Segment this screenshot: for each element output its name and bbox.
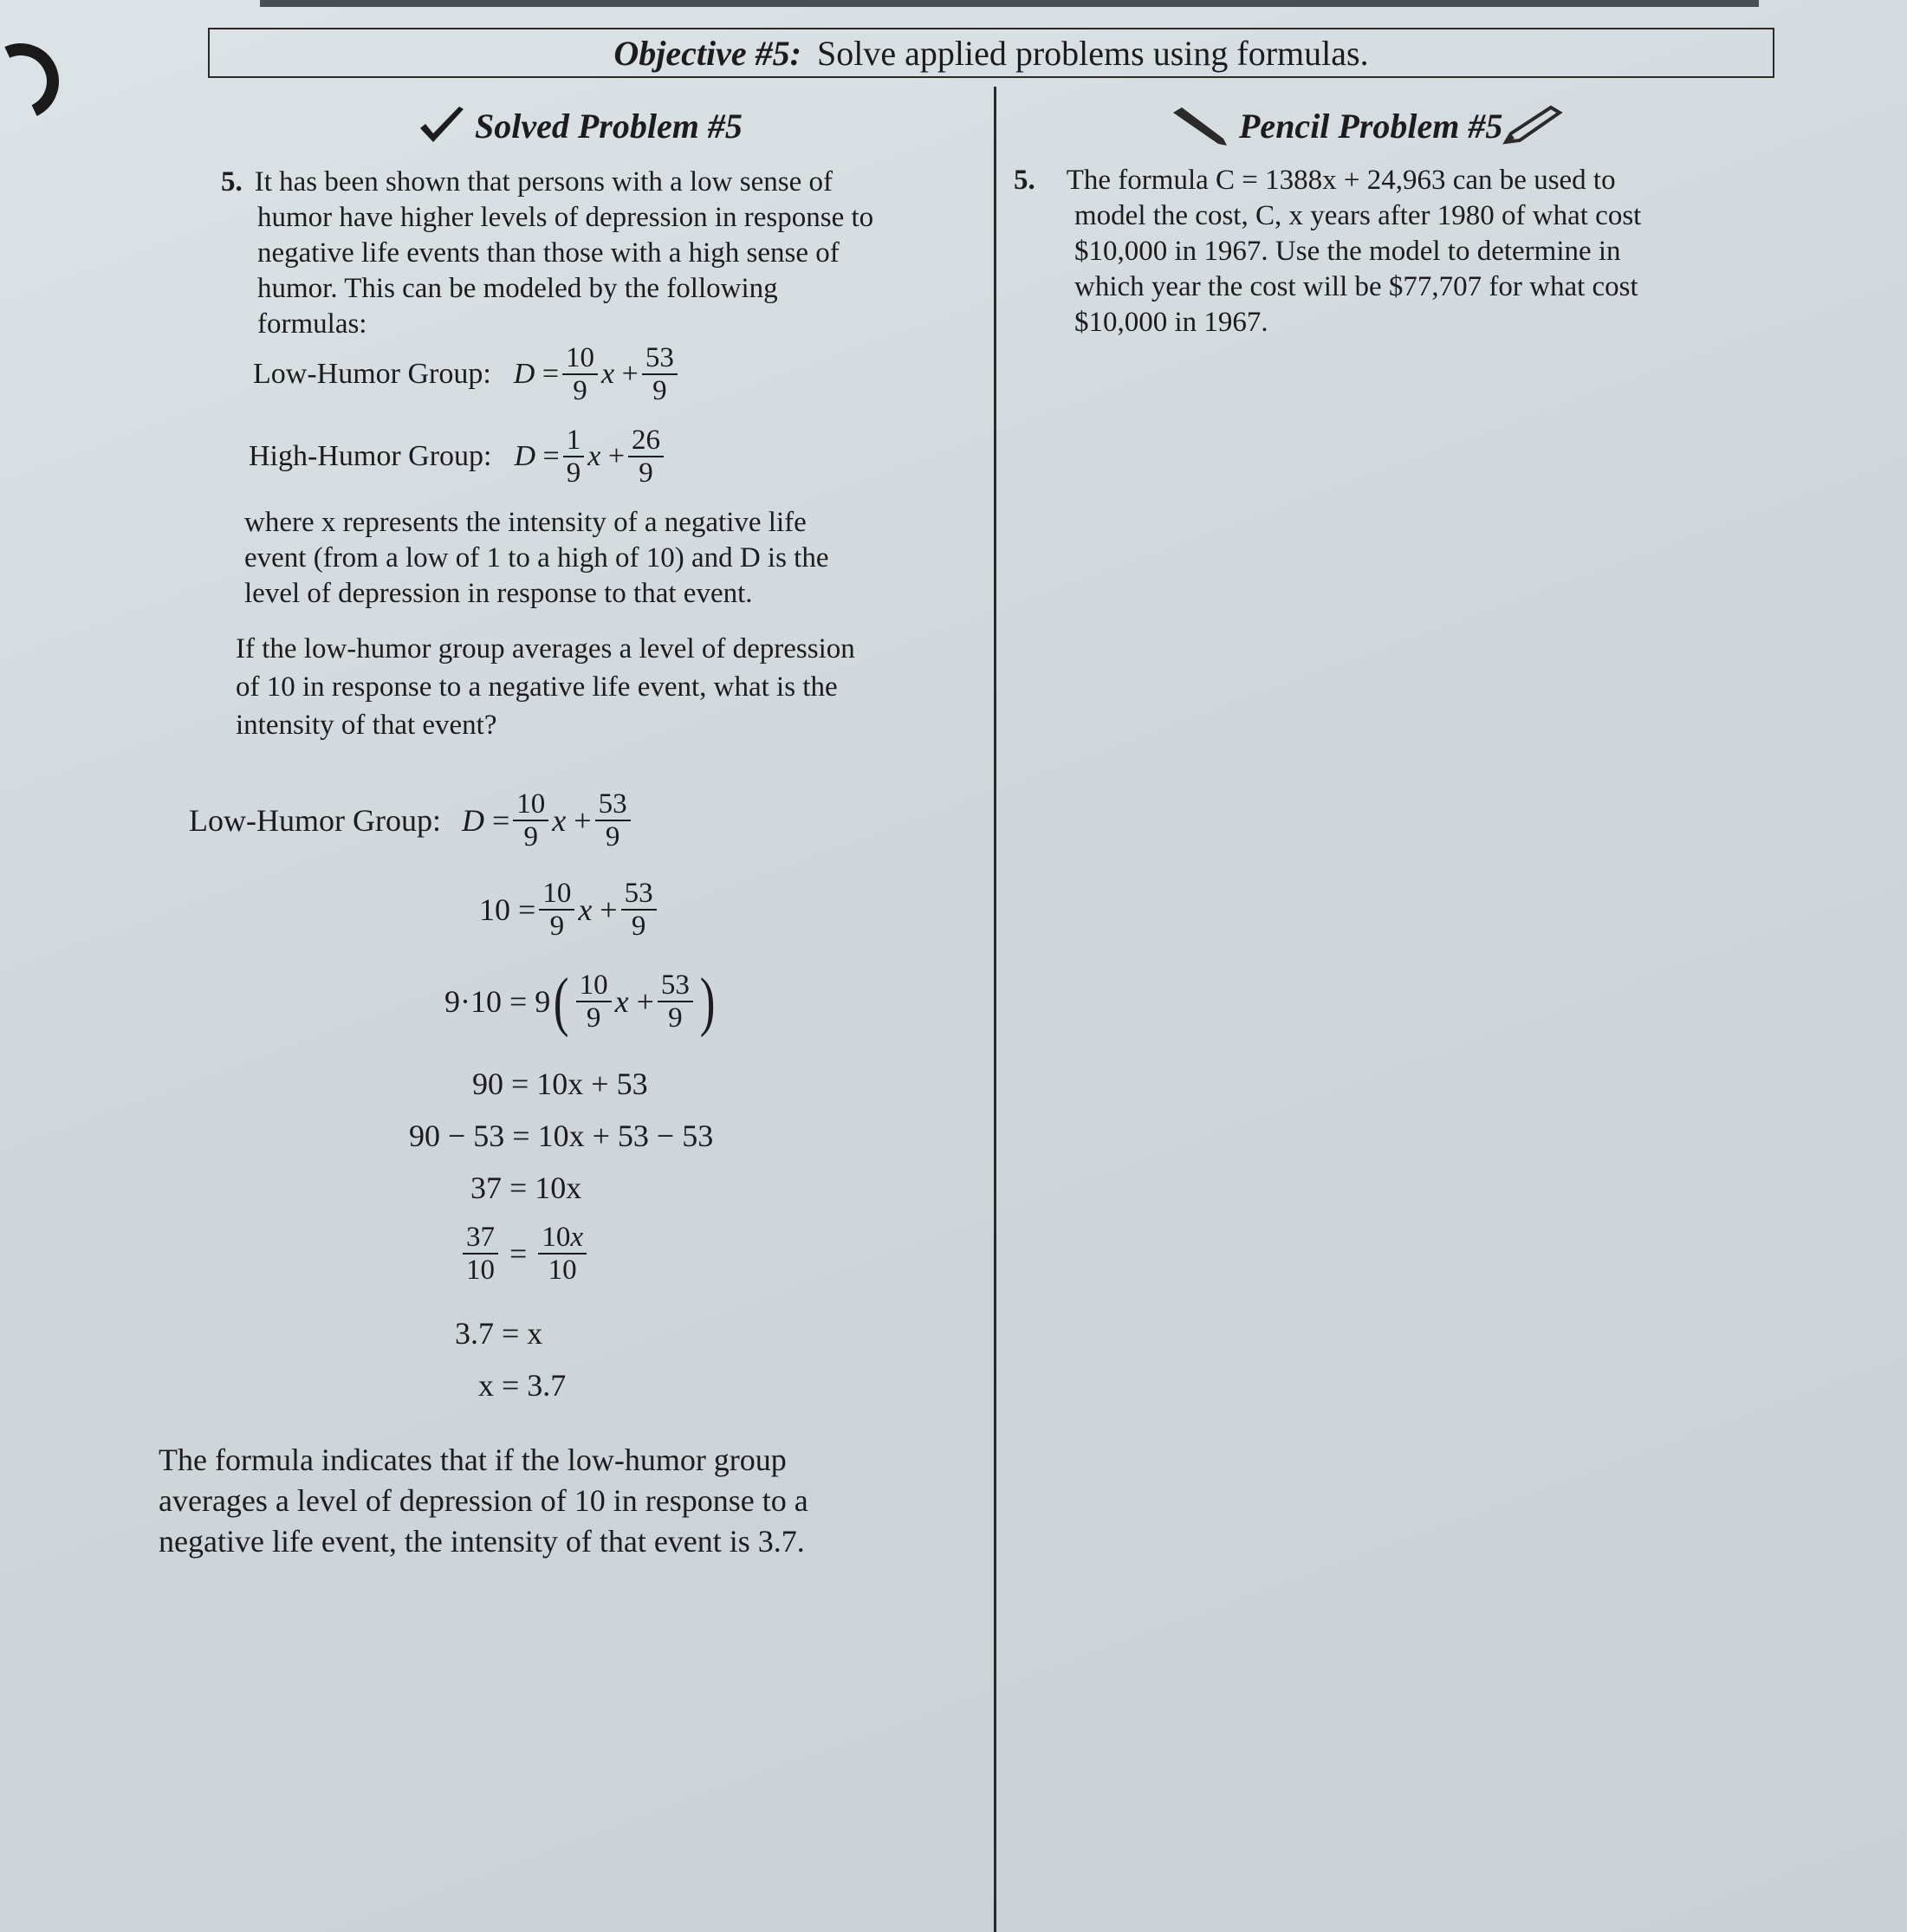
- solved-problem-header: [416, 104, 743, 147]
- pencil-line: $10,000 in 1967.: [1074, 307, 1268, 338]
- intro-line: humor. This can be modeled by the following: [257, 273, 778, 304]
- intro-line: humor have higher levels of depression in response to: [257, 202, 874, 233]
- intro-line: formulas:: [257, 308, 367, 340]
- objective-box: [208, 28, 1774, 78]
- objective-label: Objective #5:: [613, 33, 801, 73]
- question-line: If the low-humor group averages a level of depression: [236, 633, 855, 665]
- intro-line: It has been shown that persons with a low sense of: [254, 166, 833, 198]
- low-humor-label: Low-Humor Group:: [253, 358, 491, 391]
- solution-step-3: 9·10 = 9 ( $\frac{10}{9}$ x + $\frac{53}{9}$ ): [444, 965, 716, 1038]
- conclusion-text: [159, 1440, 982, 1562]
- solved-problem-title: Solved Problem #5: [475, 106, 743, 146]
- low-humor-formula: Low-Humor Group: D = $\frac{10}{9}$ x + $\frac{53}{9}$: [253, 342, 681, 407]
- where-line: level of depression in response to that event.: [244, 578, 753, 609]
- question-text: [236, 630, 989, 744]
- solution-step-6: 37 = 10x: [470, 1170, 582, 1205]
- pencil-icon: [1170, 104, 1230, 147]
- pencil-problem-number: 5.: [1014, 165, 1035, 196]
- where-line: event (from a low of 1 to a high of 10) and D is the: [244, 542, 829, 574]
- solved-intro: [221, 165, 983, 342]
- problem-number: 5.: [221, 166, 243, 198]
- solution-step-1: Low-Humor Group: D = $\frac{10}{9}$ x + $\frac{53}{9}$: [189, 788, 634, 853]
- objective-text: Solve applied problems using formulas.: [816, 33, 1369, 73]
- binder-ring: [0, 33, 69, 131]
- solution-step-8: 3.7 = x: [455, 1316, 543, 1351]
- solution-step-2: 10 = $\frac{10}{9}$ x + $\frac{53}{9}$: [479, 878, 660, 943]
- pencil-line: model the cost, C, x years after 1980 of what cost: [1074, 200, 1642, 231]
- conclusion-line: averages a level of depression of 10 in response to a: [159, 1483, 808, 1518]
- question-line: of 10 in response to a negative life event, what is the: [236, 671, 838, 703]
- solution-label: Low-Humor Group:: [189, 803, 441, 839]
- page-top-edge: [260, 0, 1759, 7]
- pencil-problem-header: [1170, 104, 1563, 147]
- where-line: where x represents the intensity of a negative life: [244, 507, 807, 538]
- solution-step-5: 90 − 53 = 10x + 53 − 53: [409, 1118, 714, 1153]
- question-line: intensity of that event?: [236, 710, 497, 741]
- pencil-icon: [1502, 104, 1563, 147]
- high-humor-label: High-Humor Group:: [249, 440, 492, 473]
- pencil-line: which year the cost will be $77,707 for what cost: [1074, 271, 1638, 302]
- pencil-line: $10,000 in 1967. Use the model to determine in: [1074, 236, 1621, 267]
- conclusion-line: negative life event, the intensity of that event is 3.7.: [159, 1524, 805, 1559]
- pencil-problem-title: Pencil Problem #5: [1239, 106, 1503, 146]
- high-humor-formula: High-Humor Group: D = $\frac{1}{9}$ x + $\frac{26}{9}$: [249, 425, 667, 489]
- checkmark-icon: [416, 104, 468, 147]
- solution-step-9: x = 3.7: [478, 1368, 567, 1403]
- conclusion-line: The formula indicates that if the low-humor group: [159, 1443, 787, 1477]
- solution-step-7: $\frac{37}{10}$ = $\frac{10x}{10}$: [459, 1222, 590, 1287]
- intro-line: negative life events than those with a high sense of: [257, 237, 840, 269]
- pencil-line: The formula C = 1388x + 24,963 can be used to: [1066, 165, 1616, 196]
- column-divider: [994, 87, 996, 1932]
- solution-step-4: 90 = 10x + 53: [472, 1066, 648, 1101]
- where-text: [244, 505, 989, 612]
- pencil-problem-text: [1014, 163, 1776, 340]
